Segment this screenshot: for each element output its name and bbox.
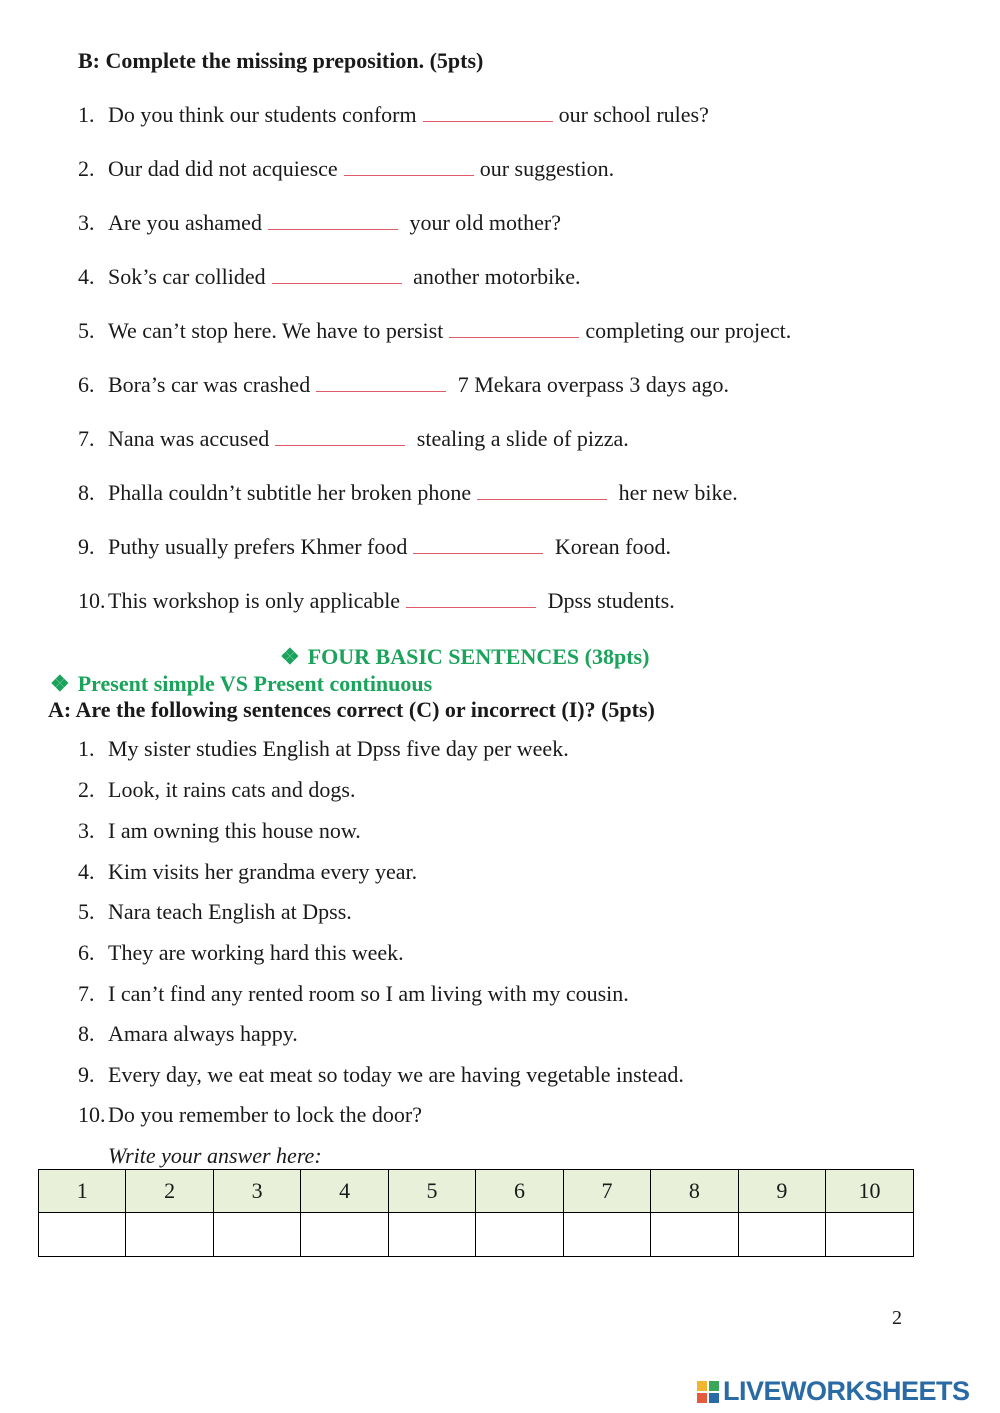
answer-blank[interactable] — [406, 589, 536, 608]
answer-input-cell[interactable] — [476, 1213, 563, 1257]
liveworksheets-logo — [697, 1376, 970, 1407]
answer-input-row — [39, 1213, 914, 1257]
item-number: 1. — [78, 736, 95, 761]
item-number: 7. — [78, 981, 95, 1006]
item-text-after: your old mother? — [403, 210, 561, 235]
item-text-after: our suggestion. — [479, 156, 615, 181]
answer-blank[interactable] — [316, 373, 446, 392]
item-text-after: her new bike. — [613, 480, 738, 505]
item-text-before: Do you think our students conform — [108, 102, 417, 127]
answer-blank[interactable] — [272, 265, 402, 284]
answer-input-cell[interactable] — [213, 1213, 300, 1257]
item-number: 3. — [78, 818, 95, 843]
item-number: 2. — [78, 777, 95, 802]
sentence-item — [78, 1021, 298, 1047]
item-number: 8. — [78, 480, 95, 505]
item-text-after: 7 Mekara overpass 3 days ago. — [452, 372, 729, 397]
diamond-icon: ❖ — [280, 644, 300, 669]
sentence-text: Kim visits her grandma every year. — [108, 859, 418, 884]
sentence-text: My sister studies English at Dpss five day per week. — [108, 736, 569, 761]
sentence-text: I can’t find any rented room so I am living with my cousin. — [108, 981, 629, 1006]
fill-in-item — [78, 102, 709, 128]
item-text-after: Korean food. — [549, 534, 671, 559]
answer-header-row — [39, 1170, 914, 1213]
sentence-item — [78, 736, 569, 762]
answer-blank[interactable] — [477, 481, 607, 500]
answer-input-cell[interactable] — [563, 1213, 650, 1257]
sentence-item — [78, 777, 355, 803]
fill-in-item — [78, 426, 629, 452]
sentence-text: Look, it rains cats and dogs. — [108, 777, 356, 802]
item-text-before: Our dad did not acquiesce — [108, 156, 338, 181]
fill-in-item — [78, 372, 729, 398]
page-number: 2 — [892, 1307, 902, 1329]
item-number: 9. — [78, 534, 95, 559]
answer-header-cell: 4 — [301, 1170, 388, 1213]
item-text-after: completing our project. — [585, 318, 792, 343]
item-text-before: Are you ashamed — [108, 210, 262, 235]
sentence-text: Do you remember to lock the door? — [108, 1102, 423, 1127]
answer-input-cell[interactable] — [738, 1213, 825, 1257]
answer-blank[interactable] — [344, 157, 474, 176]
answer-header-cell: 6 — [476, 1170, 563, 1213]
item-number: 6. — [78, 940, 95, 965]
item-number: 4. — [78, 264, 95, 289]
sentence-item — [78, 859, 417, 885]
fill-in-item — [78, 318, 791, 344]
four-basic-heading — [280, 644, 649, 670]
item-text-after: another motorbike. — [407, 264, 581, 289]
item-number: 6. — [78, 372, 95, 397]
fill-in-item — [78, 264, 581, 290]
item-number: 5. — [78, 899, 95, 924]
item-text-before: Phalla couldn’t subtitle her broken phone — [108, 480, 472, 505]
item-number: 9. — [78, 1062, 95, 1087]
answer-input-cell[interactable] — [651, 1213, 738, 1257]
sentence-text: I am owning this house now. — [108, 818, 361, 843]
four-basic-title: FOUR BASIC SENTENCES (38pts) — [307, 644, 650, 669]
sentence-item — [78, 981, 629, 1007]
diamond-icon: ❖ — [50, 671, 70, 696]
answer-header-cell: 5 — [388, 1170, 475, 1213]
answer-header-cell: 1 — [39, 1170, 126, 1213]
item-text-before: Nana was accused — [108, 426, 270, 451]
answer-input-cell[interactable] — [388, 1213, 475, 1257]
item-number: 8. — [78, 1021, 95, 1046]
answer-header-cell: 7 — [563, 1170, 650, 1213]
answer-blank[interactable] — [449, 319, 579, 338]
item-text-before: Bora’s car was crashed — [108, 372, 311, 397]
answer-table — [38, 1169, 914, 1257]
logo-icon — [697, 1381, 719, 1403]
fill-in-item — [78, 156, 614, 182]
item-number: 5. — [78, 318, 95, 343]
sentence-item — [78, 1062, 684, 1088]
fill-in-item — [78, 588, 675, 614]
item-text-before: This workshop is only applicable — [108, 588, 401, 613]
answer-input-cell[interactable] — [301, 1213, 388, 1257]
sentence-text: Every day, we eat meat so today we are having vegetable instead. — [108, 1062, 684, 1087]
logo-text: LIVEWORKSHEETS — [723, 1376, 970, 1406]
item-text-after: Dpss students. — [542, 588, 675, 613]
item-text-after: our school rules? — [558, 102, 709, 127]
answer-header-cell: 8 — [651, 1170, 738, 1213]
section-b-title: B: Complete the missing preposition. (5pts) — [78, 48, 484, 73]
item-text-before: Sok’s car collided — [108, 264, 266, 289]
answer-blank[interactable] — [413, 535, 543, 554]
answer-blank[interactable] — [423, 103, 553, 122]
sentence-text: Amara always happy. — [108, 1021, 298, 1046]
item-number: 3. — [78, 210, 95, 235]
answer-header-cell: 9 — [738, 1170, 825, 1213]
sentence-text: They are working hard this week. — [108, 940, 404, 965]
answer-input-cell[interactable] — [126, 1213, 213, 1257]
answer-header-cell: 10 — [826, 1170, 914, 1213]
present-simple-title: Present simple VS Present continuous — [77, 671, 433, 696]
item-text-before: Puthy usually prefers Khmer food — [108, 534, 408, 559]
fill-in-item — [78, 534, 671, 560]
item-number: 10. — [78, 588, 106, 613]
answer-header-cell: 2 — [126, 1170, 213, 1213]
answer-blank[interactable] — [268, 211, 398, 230]
item-number: 4. — [78, 859, 95, 884]
item-number: 1. — [78, 102, 95, 127]
answer-blank[interactable] — [275, 427, 405, 446]
item-number: 2. — [78, 156, 95, 181]
item-text-after: stealing a slide of pizza. — [411, 426, 629, 451]
sentence-item — [78, 1102, 422, 1128]
sentence-text: Nara teach English at Dpss. — [108, 899, 352, 924]
fill-in-item — [78, 480, 738, 506]
answer-input-cell[interactable] — [826, 1213, 914, 1257]
item-number: 10. — [78, 1102, 106, 1127]
item-text-before: We can’t stop here. We have to persist — [108, 318, 444, 343]
item-number: 7. — [78, 426, 95, 451]
present-simple-heading — [50, 671, 432, 697]
answer-prompt: Write your answer here: — [108, 1143, 322, 1168]
sentence-item — [78, 899, 352, 925]
section-a-title: A: Are the following sentences correct (C) or incorrect (I)? (5pts) — [48, 697, 655, 722]
fill-in-item — [78, 210, 561, 236]
sentence-item — [78, 818, 361, 844]
answer-header-cell: 3 — [213, 1170, 300, 1213]
sentence-item — [78, 940, 404, 966]
answer-input-cell[interactable] — [39, 1213, 126, 1257]
